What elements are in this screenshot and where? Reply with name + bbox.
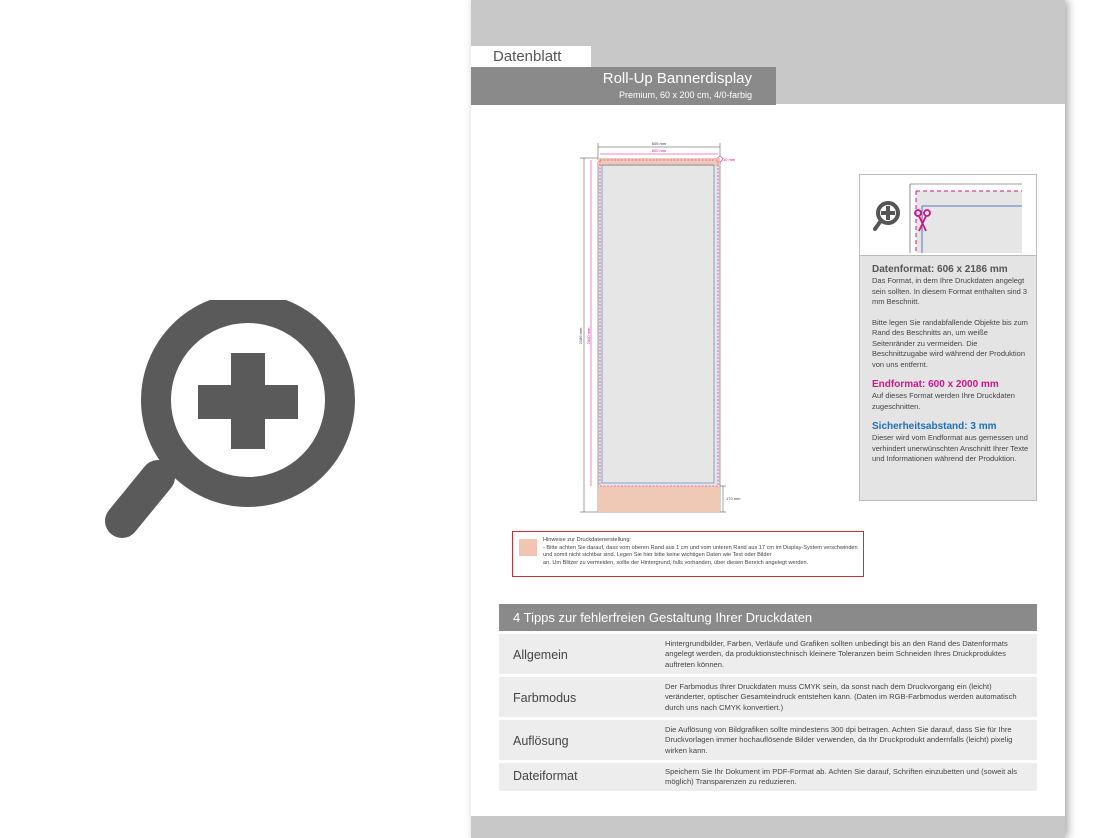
tip-row <box>499 760 1037 791</box>
banner-diagram <box>571 136 751 522</box>
print-note-box <box>512 531 864 577</box>
safety-margin-text: Dieser wird vom Endformat aus gemessen und verhindert unerwünschten Anschnitt Ihrer Texte und Informationen während der Produktion. <box>872 433 1029 463</box>
width-outer-label: 606 mm <box>651 141 667 146</box>
corner-zoom-preview <box>860 175 1036 256</box>
end-format-text: Auf dieses Format werden Ihre Druckdaten zugeschnitten. <box>872 391 1015 411</box>
tip-row <box>499 717 1037 760</box>
bottom-margin-label: 170 mm <box>726 496 741 501</box>
width-inner-label: 600 mm <box>651 148 667 153</box>
magnifier-plus-icon[interactable] <box>875 203 898 229</box>
datasheet-page <box>471 0 1065 838</box>
height-inner-label: 2000 mm <box>586 327 591 345</box>
note-text <box>543 537 863 567</box>
note-line-1: - Bitte achten Sie darauf, dass vom oberen Rand aus 1 cm und vom unteren Rand aus 17 cm im Display-System verschwinden und somit nicht sichtbar sind. Legen Sie hier bitte keine wichtigen Daten wie Text oder Bilder <box>543 544 858 559</box>
footer-band <box>471 816 1065 838</box>
tip-label: Dateiformat <box>513 769 578 783</box>
safety-margin-heading: Sicherheitsabstand: 3 mm <box>872 421 997 432</box>
page-title: Roll-Up Bannerdisplay <box>602 70 752 87</box>
data-format-heading: Datenformat: 606 x 2186 mm <box>872 264 1008 275</box>
format-info-box <box>859 174 1037 501</box>
tip-text: Hintergrundbilder, Farben, Verläufe und Grafiken sollten unbedingt bis an den Rand des Datenformats angelegt werden, da produktionstechnisch kleinere Toleranzen beim Schneiden Ihres Druckproduktes auftreten können. <box>665 639 1008 669</box>
tips-heading: 4 Tipps zur fehlerfreien Gestaltung Ihrer Druckdaten <box>499 604 1037 631</box>
tip-text: Speichern Sie Ihr Dokument im PDF-Format ab. Achten Sie darauf, Schriften einzubetten und (soweit als möglich) Transparenzen zu reduzieren. <box>665 767 1018 787</box>
doc-label: Datenblatt <box>471 46 591 67</box>
tip-label: Allgemein <box>513 648 568 662</box>
note-title: Hinweise zur Druckdatenerstellung: <box>543 537 631 543</box>
zoom-in-icon[interactable] <box>100 300 360 555</box>
tip-label: Auflösung <box>513 734 569 748</box>
title-bar <box>471 67 776 105</box>
tip-text: Die Auflösung von Bildgrafiken sollte mindestens 300 dpi betragen. Achten Sie darauf, dass Sie für Ihre Druckvorlagen immer hochauflösende Bilder verwenden, da Ihr Druckprodukt andernfalls (leicht) pixelig wirken kann. <box>665 725 1013 755</box>
height-outer-label: 2186 mm <box>578 327 583 345</box>
end-format-heading: Endformat: 600 x 2000 mm <box>872 379 999 390</box>
tip-label: Farbmodus <box>513 691 577 705</box>
data-format-text: Das Format, in dem Ihre Druckdaten angelegt sein sollten. In diesem Format enthalten sind 3 mm Beschnitt. <box>872 276 1028 306</box>
tip-row <box>499 674 1037 717</box>
note-line-2: an. Um Blitzer zu vermeiden, sollte der Hintergrund, falls vorhanden, über diesen Bereich angelegt werden. <box>543 559 809 566</box>
top-margin-label: 10 mm <box>723 157 736 162</box>
format-info-text <box>872 263 1032 465</box>
tip-row <box>499 631 1037 674</box>
page-subtitle: Premium, 60 x 200 cm, 4/0-farbig <box>618 90 752 100</box>
tips-table <box>499 604 1037 791</box>
bleed-text: Bitte legen Sie randabfallende Objekte bis zum Rand des Beschnitts an, um weiße Seitenränder zu vermeiden. Die Beschnittzugabe wird während der Produktion von uns entfernt. <box>872 317 1028 369</box>
tip-text: Der Farbmodus Ihrer Druckdaten muss CMYK sein, da sonst nach dem Druckvorgang ein (leicht) veränderter, optischer Gesamteindruck entstehen kann. (Daten im RGB-Farbmodus werden automatisch durch uns nach CMYK konvertiert.) <box>665 682 1017 712</box>
note-swatch <box>519 539 537 556</box>
